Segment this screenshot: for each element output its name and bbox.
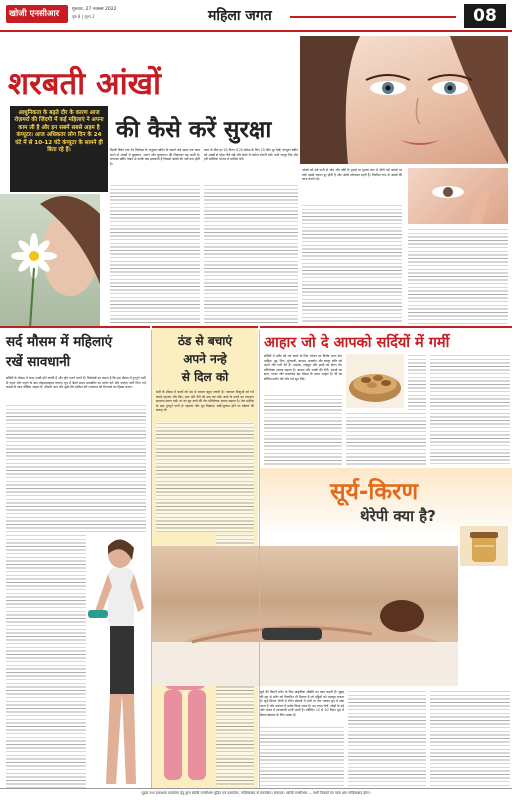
winter-diet-body: सर्दियों में शरीर को गर्म रखने के लिए भोजन पर विशेष ध्यान देना चाहिए। गुड़, तिल, मूंगफली, बादाम, अखरोट और खजूर शरीर को ऊर्जा और गर्मी देते हैं। अदरक, लहसुन और हल्दी का सेवन रोग प्रतिरोधक क्षमता बढ़ाता है। बाजरा और मक्के की रोटी, सरसों का साग, गाजर और शकरकंद इस मौसम के उत्तम आहार हैं। घी का सीमित प्रयोग करें और गर्म सूप पिएं। — [264, 354, 342, 381]
eye-body-col-2: काम के बीच हर 20 मिनट में 20 सेकंड के लिए 20 फीट दूर देखें। कंप्यूटर स्क्रीन को आंखों से थोड़ा नीचे रखें और कमरे में पर्याप्त रोशनी रखें। पानी भरपूर पिएं और हरी सब्जियां भोजन में शामिल करें। — [204, 148, 298, 162]
therapy-jar-image — [460, 526, 508, 566]
eye-body-col-4 — [408, 228, 508, 324]
kids-cold-headline-1: ठंड से बचाएं — [177, 334, 233, 348]
sun-therapy-body-cont — [260, 726, 344, 786]
eye-body-col-1-cont — [110, 184, 200, 324]
section-title: महिला जगत — [208, 8, 272, 24]
eye-care-image — [408, 168, 508, 224]
flower-illustration — [0, 194, 100, 328]
face-illustration — [300, 36, 508, 164]
winter-skin-body-cont-2 — [6, 534, 86, 790]
sunbathing-illustration — [152, 546, 458, 686]
woman-with-flower-image — [0, 194, 100, 328]
eye-body-col-3: आंखों को ठंडे पानी से धोएं और खीरे के टुकड़े या गुलाब जल में भीगी रुई आंखों पर रखें। इससे थकान दूर होती है और आंखें तरोताज़ा रहती हैं। नियमित रूप से आंखों की जांच कराते रहें। — [302, 168, 402, 182]
footer-imprint — [0, 788, 512, 800]
winter-diet-col-2 — [346, 412, 426, 466]
column-divider-2 — [259, 330, 260, 788]
winter-skin-body: सर्दियों के मौसम में त्वचा रूखी होने लगती है और होंठ फटने लगते हैं। विशेषज्ञों का कहना है कि इस मौसम में गुनगुने पानी से नहाएं और नहाने के बाद मॉइस्चराइज़र लगाएं। धूप में बैठते समय सनस्क्रीन का प्रयोग करें और पर्याप्त पानी पिएं। गर्म कपड़ों के साथ पौष्टिक आहार लें, मौसमी फल और सूखे मेवे शामिल करें। व्यायाम को दिनचर्या का हिस्सा बनाएं। — [6, 376, 146, 390]
eye-body-col-1: दिल्ली स्थित एक नेत्र विशेषज्ञ के अनुसार स्क्रीन के सामने लंबे समय तक काम करने से आंखों में सूखापन, जलन और धुंधलापन की शिकायत बढ़ जाती है। लगातार स्क्रीन देखने से पलकें कम झपकती हैं जिससे आंखों की नमी कम होती है। — [110, 148, 200, 166]
column-divider-1 — [151, 330, 152, 788]
edition-date: गुरुवार, 27 नवम्बर 2022 — [72, 7, 117, 12]
eye-story — [0, 34, 512, 324]
edition-info — [72, 6, 202, 20]
model-face-image — [300, 36, 508, 164]
footer-imprint-text: मुद्रक तथा प्रकाशक कार्यालय हेतु द्वारा खोजी एनसीआर मुद्रित एवं प्रकाशित, गाज़ियाबाद से प्रकाशित। संपादक: खोजी एनसीआर — सभी विवादों का न्याय क्षेत्र गाज़ियाबाद होगा। — [141, 791, 371, 795]
fitness-woman-illustration — [86, 534, 150, 790]
brand-logo — [6, 5, 68, 23]
finger-eye-illustration — [408, 168, 508, 224]
sun-therapy-col-3 — [430, 690, 510, 786]
winter-skin-story — [0, 326, 150, 788]
winter-diet-body-cont — [264, 394, 342, 466]
jar-illustration — [460, 526, 508, 566]
section-rule — [290, 16, 456, 18]
brand-name: खोजी एनसीआर — [9, 9, 60, 19]
winter-skin-headline-2: रखें सावधानी — [6, 354, 71, 370]
winter-diet-headline: आहार जो दे आपको सर्दियों में गर्मी — [264, 335, 450, 351]
eye-headline-2: की कैसे करें सुरक्षा — [116, 117, 272, 143]
eye-body-col-3-cont — [302, 204, 402, 324]
sun-therapy-col-2 — [348, 690, 426, 786]
winter-diet-col-4 — [430, 354, 510, 466]
kids-cold-headline-3: से दिल को — [181, 370, 229, 384]
page-number-badge — [464, 4, 506, 28]
kids-cold-body-cont — [156, 422, 254, 532]
edition-sub: पृष्ठ 8 | मूल्य 2 — [72, 14, 95, 19]
masthead — [0, 0, 512, 32]
kids-cold-headline-2: अपने नन्हे — [183, 352, 227, 366]
page-number: 08 — [473, 6, 497, 26]
sun-therapy-headline-1: सूर्य-किरण — [330, 479, 419, 505]
fitness-woman-image — [86, 534, 150, 790]
sun-therapy-body: सूर्य की किरणें शरीर के लिए प्राकृतिक औषधि का काम करती हैं। सुबह की धूप से शरीर को विटामिन डी मिलता है जो हड्डियों को मज़बूत बनाता है। सूर्य-किरण थेरेपी में रंगीन बोतलों में पानी या तेल भरकर धूप में रखा जाता है और उपचार में प्रयोग किया जाता है। यह त्वचा रोगों, जोड़ों के दर्द और तनाव में लाभकारी मानी जाती है। प्रतिदिन 15 से 20 मिनट धूप में बैठना स्वास्थ्य के लिए अच्छा है। — [260, 690, 344, 717]
winter-skin-headline-1: सर्द मौसम में महिलाएं — [6, 334, 113, 350]
winter-skin-body-cont — [6, 404, 146, 534]
eye-body-col-2-cont — [204, 184, 298, 324]
sunbathing-woman-image — [152, 546, 458, 686]
winter-diet-story — [260, 326, 512, 466]
winter-diet-col-3 — [408, 354, 426, 410]
eye-callout-text: आधुनिकता के बढ़ते दौर के कारण आज रोज़मर्रा की जिंदगी में कई महिलाएं ने अपना काम ली है और इन सबमें सबसे अहम है कंप्यूटर। आज अधिकतर लोग दिन के 24 घंटे में से 10-12 घंटे कंप्यूटर के सामने ही बिता रहे हैं। — [14, 110, 104, 154]
sun-therapy-story — [260, 468, 512, 788]
dry-fruits-illustration — [346, 354, 404, 408]
sun-therapy-headline-2: थेरेपी क्या है? — [360, 507, 436, 525]
eye-callout — [10, 106, 108, 192]
eye-headline-1: शरबती आंखों — [8, 66, 162, 102]
dry-fruits-image — [346, 354, 404, 408]
kids-cold-body: सर्दी के मौसम में बच्चों को ठंड से बचाना बहुत जरूरी है। नवजात शिशुओं को गर्म कपड़े पहनाएं और सिर, हाथ और पैरों को ढक कर रखें। बच्चे के कमरे का तापमान सामान्य बनाए रखें। मां का दूध बच्चे की रोग प्रतिरोधक क्षमता बढ़ाता है। तेल मालिश के बाद गुनगुने पानी से नहलाएं और धूप दिखाएं। सर्दी-जुकाम होने पर डॉक्टर की सलाह लें। — [156, 390, 254, 413]
